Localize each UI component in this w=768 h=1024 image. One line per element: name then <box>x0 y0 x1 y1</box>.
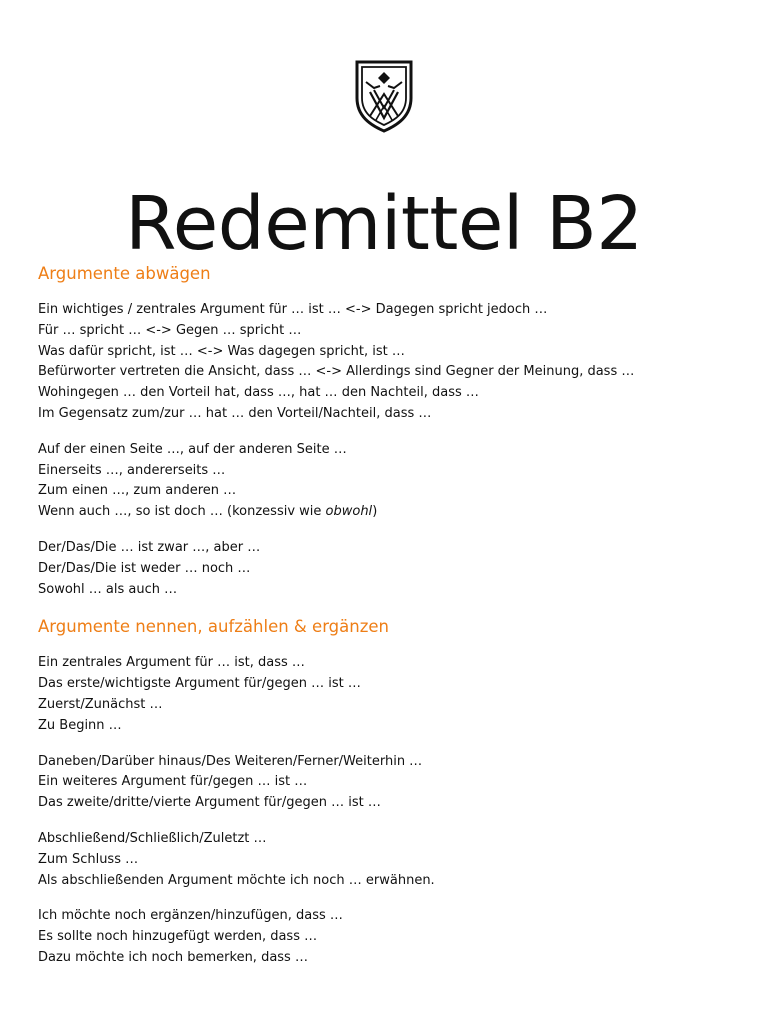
phrase-line: Als abschließenden Argument möchte ich noch … erwähnen. <box>38 872 435 888</box>
phrase-line: Der/Das/Die ist weder … noch … <box>38 560 251 576</box>
phrase-line: Für … spricht … <-> Gegen … spricht … <box>38 322 302 338</box>
phrase-group <box>38 906 738 968</box>
content-area <box>38 262 738 984</box>
phrase-emphasis: obwohl <box>325 504 373 520</box>
phrase-group <box>38 653 738 736</box>
phrase-line: Ein weiteres Argument für/gegen … ist … <box>38 774 308 790</box>
section-heading: Argumente nennen, aufzählen & ergänzen <box>38 617 389 637</box>
phrase-line: Wohingegen … den Vorteil hat, dass …, hat … den Nachteil, dass … <box>38 385 479 401</box>
phrase-line: Zum einen …, zum anderen … <box>38 483 237 499</box>
phrase-group <box>38 440 738 523</box>
phrase-line: Der/Das/Die … ist zwar …, aber … <box>38 539 261 555</box>
phrase-line: Es sollte noch hinzugefügt werden, dass … <box>38 929 318 945</box>
phrase-group <box>38 538 738 600</box>
phrase-line: Das zweite/dritte/vierte Argument für/gegen … ist … <box>38 795 381 811</box>
phrase-line: Ein zentrales Argument für … ist, dass … <box>38 655 305 671</box>
phrase-line: Im Gegensatz zum/zur … hat … den Vorteil/Nachteil, dass … <box>38 405 432 421</box>
phrase-group <box>38 829 738 891</box>
phrase-line: Daneben/Darüber hinaus/Des Weiteren/Ferner/Weiterhin … <box>38 753 423 769</box>
page-title: Redemittel B2 <box>125 180 643 267</box>
phrase-line: Befürworter vertreten die Ansicht, dass … <-> Allerdings sind Gegner der Meinung, dass … <box>38 364 635 380</box>
phrase-line: Auf der einen Seite …, auf der anderen Seite … <box>38 441 347 457</box>
phrase-line: Einerseits …, andererseits … <box>38 462 226 478</box>
phrase-line <box>38 502 738 523</box>
phrase-line: Ich möchte noch ergänzen/hinzufügen, dass … <box>38 908 343 924</box>
phrase-text: Wenn auch …, so ist doch … (konzessiv wie <box>38 504 326 520</box>
phrase-line: Zu Beginn … <box>38 717 122 733</box>
phrase-line: Das erste/wichtigste Argument für/gegen … ist … <box>38 676 361 692</box>
phrase-text: ) <box>372 504 378 520</box>
section <box>38 615 738 968</box>
section-heading: Argumente abwägen <box>38 264 211 283</box>
phrase-line: Dazu möchte ich noch bemerken, dass … <box>38 949 308 965</box>
phrase-line: Was dafür spricht, ist … <-> Was dagegen spricht, ist … <box>38 343 405 359</box>
phrase-line: Zum Schluss … <box>38 851 139 867</box>
phrase-line: Ein wichtiges / zentrales Argument für … ist … <-> Dagegen spricht jedoch … <box>38 302 548 317</box>
phrase-group <box>38 300 738 425</box>
phrase-line: Sowohl … als auch … <box>38 581 178 597</box>
phrase-line: Zuerst/Zunächst … <box>38 696 163 712</box>
phrase-group <box>38 752 738 814</box>
section <box>38 262 738 600</box>
phrase-line: Abschließend/Schließlich/Zuletzt … <box>38 830 267 846</box>
crest-icon <box>352 58 416 134</box>
